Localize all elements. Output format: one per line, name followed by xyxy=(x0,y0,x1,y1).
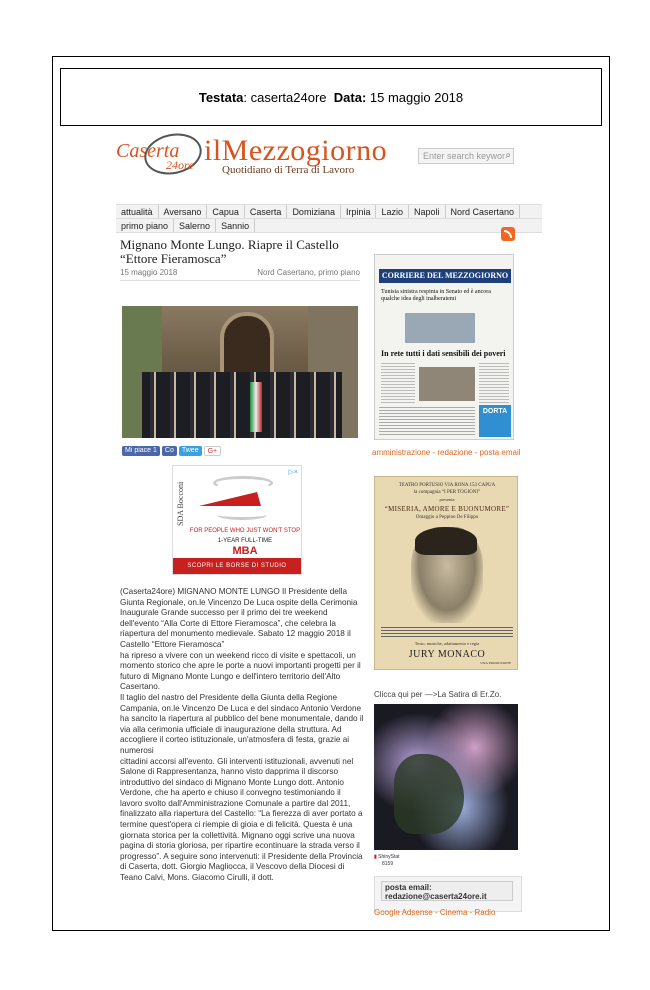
nav-item-napoli[interactable]: Napoli xyxy=(409,205,446,218)
satira-link[interactable]: Clicca qui per —>La Satira di Er.Zo. xyxy=(374,690,502,699)
ad-cta-button[interactable]: SCOPRI LE BORSE DI STUDIO xyxy=(173,558,301,574)
poster-direction: Testo, musiche, adattamento e regia xyxy=(414,641,480,646)
email-box xyxy=(374,876,522,912)
ad-degree: MBA xyxy=(232,545,258,557)
shinystat-icon: ▮ xyxy=(374,854,377,860)
rss-icon[interactable] xyxy=(501,227,515,241)
poster-venue: TEATRO PORTUSIO VIA RONA 153 CAPUA xyxy=(398,483,496,488)
main-nav xyxy=(116,204,542,233)
social-buttons xyxy=(122,446,221,456)
nav-item-primo-piano[interactable]: primo piano xyxy=(116,219,174,232)
theatre-poster[interactable] xyxy=(374,476,518,670)
article-meta xyxy=(120,268,360,277)
logo-tagline: Quotidiano di Terra di Lavoro xyxy=(222,164,355,176)
poster-company: la compagnia “I PER TOGIONI” xyxy=(413,490,481,495)
search-input[interactable] xyxy=(418,148,514,164)
article-paragraph: Il taglio del nastro del Presidente della Giunta della Regione Campania, on.le Vincenzo De Luca e del sindaco Antonio Verdone ha sancito la riapertura al pubblico del bene monumentale, dando il via alla cerimonia ufficiale di inaugurazione della struttura. Ad accogliere il corteo istituzionale, un'atmosfera di festa, grazie ai numerosi xyxy=(120,692,364,755)
poster-portrait-hair xyxy=(415,527,477,555)
nav-item-irpinia[interactable]: Irpinia xyxy=(341,205,377,218)
nav-row-2 xyxy=(116,219,542,233)
poster-director: JURY MONACO xyxy=(408,649,486,660)
photo-crowd xyxy=(142,372,342,438)
article-paragraph: cittadini accorsi all'evento. Gli interventi istituzionali, avvenuti nel Salone di Rappresentanza, hanno visto dapprima il discorso introduttivo del sindaco di Mignano Monte Lungo dott. Antonio Verdone, che ha aperto e chiuso il convegno testimoniando il lavoro svolto dall'Amministrazione Comunale a partire dal 2011, finalizzato alla riapertura del Castello: “La fierezza di aver portato a termine quest'opera ci riempie di gioia e di felicità. Questa è una giornata storica per la collettività. Mignano oggi scrive una nuova pagina di storia gloriosa, per ripartire econtinuare la strada verso il progresso”. A seguire sono intervenuti: il Presidente della Provincia di Caserta, dott. Giorgio Magliocca, il Vescovo della Diocesi di Teano Calvi, Mons. Giacomo Cirulli, il dott. xyxy=(120,756,363,883)
newspaper-column-left xyxy=(381,363,415,403)
satellite-weather-image[interactable] xyxy=(374,704,518,850)
facebook-share-button[interactable]: Co xyxy=(162,446,177,456)
facebook-like-button[interactable]: Mi piace 1 xyxy=(122,446,160,456)
email-value: redazione@caserta24ore.it xyxy=(385,892,487,901)
caserta-sub: 24ore xyxy=(166,158,194,172)
sidebar-footer-links[interactable]: Google Adsense - Cinema - Radio xyxy=(374,908,496,917)
sda-bocconi-ad[interactable] xyxy=(172,465,302,575)
data-value: 15 maggio 2018 xyxy=(369,90,464,105)
ad-swoosh-bottom xyxy=(217,510,267,520)
poster-presenta: presenta xyxy=(439,497,455,502)
photo-mayor-sash xyxy=(250,382,262,432)
article-body xyxy=(120,587,364,884)
newspaper-cover[interactable] xyxy=(374,254,514,440)
testata-value: caserta24ore xyxy=(250,90,327,105)
shinystat-label: ShinyStat xyxy=(378,854,400,860)
mezzogiorno-logo[interactable]: ilMezzogiorno xyxy=(204,134,388,167)
article-categories[interactable]: Nord Casertano, primo piano xyxy=(257,268,360,277)
newspaper-headline-2: In rete tutti i dati sensibili dei poveri xyxy=(381,349,506,358)
data-label: Data: xyxy=(333,90,367,105)
article-title[interactable]: Mignano Monte Lungo. Riapre il Castello “Ettore Fieramosca” xyxy=(120,237,339,266)
nav-item-aversano[interactable]: Aversano xyxy=(159,205,208,218)
newspaper-headline-1: Tunisia sinistra respinta in Senato ed è ancora qualche idea degli inalberatemi xyxy=(381,289,491,302)
nav-item-domiziana[interactable]: Domiziana xyxy=(287,205,341,218)
nav-item-caserta[interactable]: Caserta xyxy=(245,205,288,218)
satellite-landmass xyxy=(394,754,464,834)
webpage-clip xyxy=(112,130,542,917)
poster-subtitle: Omaggio a Peppino De Filippo xyxy=(415,515,479,520)
shinystat-count: 8159 xyxy=(382,861,394,867)
sidebar-links[interactable]: amministrazione - redazione - posta email xyxy=(372,448,521,457)
caserta-wordmark: Caserta xyxy=(116,140,180,162)
ad-program: 1-YEAR FULL-TIME xyxy=(217,538,273,544)
newspaper-footer-text xyxy=(379,407,475,437)
caserta24ore-logo[interactable] xyxy=(116,140,194,172)
poster-credits xyxy=(381,627,513,639)
nav-item-attualit-[interactable]: attualità xyxy=(116,205,159,218)
search-placeholder: Enter search keywor xyxy=(423,151,506,161)
google-plus-button[interactable]: G+ xyxy=(204,446,222,456)
nav-item-salerno[interactable]: Salerno xyxy=(174,219,216,232)
ad-tagline: FOR PEOPLE WHO JUST WON'T STOP xyxy=(189,528,301,534)
article-date: 15 maggio 2018 xyxy=(120,268,178,277)
ad-swoosh-top xyxy=(213,476,273,490)
adchoices-icon[interactable]: ▷× xyxy=(288,469,298,476)
nav-item-nord-casertano[interactable]: Nord Casertano xyxy=(446,205,521,218)
newspaper-masthead: CORRIERE DEL MEZZOGIORNO xyxy=(379,269,511,283)
nav-item-sannio[interactable]: Sannio xyxy=(216,219,255,232)
article-photo xyxy=(122,306,358,438)
search-icon[interactable]: ⌕ xyxy=(505,150,511,161)
nav-row-1 xyxy=(116,205,542,219)
newspaper-photo-1 xyxy=(405,313,475,343)
testata-label: Testata xyxy=(198,90,244,105)
email-inner[interactable] xyxy=(381,881,513,901)
ad-red-wedge xyxy=(199,492,269,506)
divider xyxy=(120,280,360,281)
nav-item-lazio[interactable]: Lazio xyxy=(376,205,409,218)
article-paragraph: ha ripreso a vivere con un weekend ricco di visite e spettacoli, un momento storico che apre le porte a nuovi importanti progetti per il futuro di Mignano Monte Lungo e dell'intero territorio dell'Alto Casertano. xyxy=(120,650,361,692)
ad-brand: SDA Bocconi xyxy=(176,481,185,526)
newspaper-photo-2 xyxy=(419,367,475,401)
article-paragraph: (Caserta24ore) MIGNANO MONTE LUNGO Il Presidente della Giunta Regionale, on.le Vincenzo De Luca ospite della Cerimonia Inaugurale Grande successo per il primo dei tre weekend dell'evento “Alla Corte di Ettore Fieramosca”, che celebra la riapertura del monumento medievale. Sabato 12 maggio 2018 il Castello “Ettore Fieramosca” xyxy=(120,587,358,649)
tweet-button[interactable]: Twee xyxy=(179,446,202,456)
poster-title: “MISERIA, AMORE E BUONUMORE” xyxy=(384,505,510,513)
email-label: posta email: xyxy=(385,883,432,892)
poster-footnote: UNA PRODUZIONE xyxy=(480,661,511,665)
newspaper-column-right xyxy=(479,363,509,403)
nav-item-capua[interactable]: Capua xyxy=(207,205,245,218)
shinystat-badge[interactable] xyxy=(374,854,400,860)
clipping-header: Testata: caserta24ore Data: 15 maggio 2018 xyxy=(60,68,602,126)
newspaper-side-box: DORTA xyxy=(479,405,511,437)
